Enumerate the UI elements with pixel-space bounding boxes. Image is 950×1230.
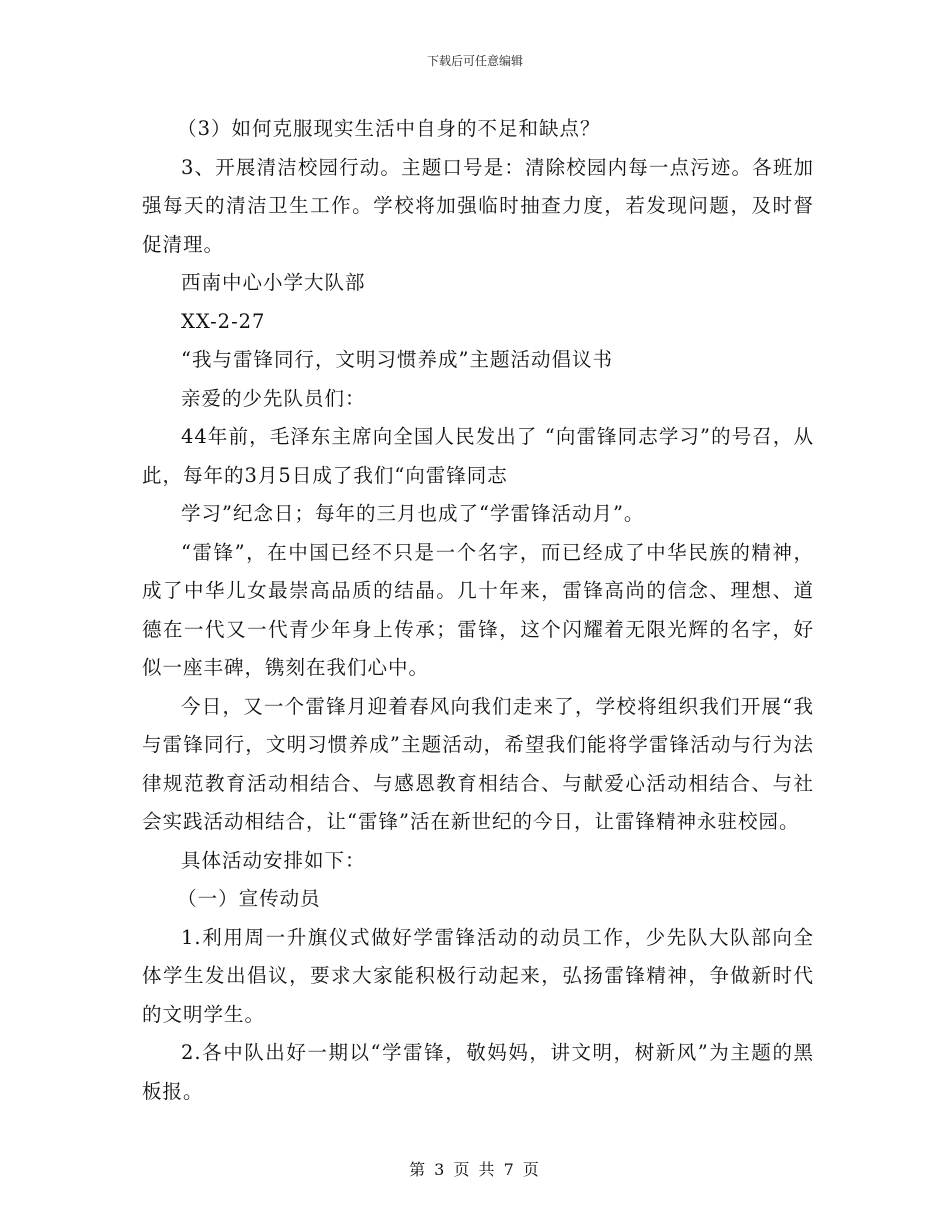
signature-date: XX-2-27 xyxy=(181,309,266,333)
list-item-1: 1.利用周一升旗仪式做好学雷锋活动的动员工作，少先队大队部向全体学生发出倡议，要求大家能积极行动起来，弘扬雷锋精神，争做新时代的文明学生。 xyxy=(142,925,814,1026)
paragraph-activity-intro: 今日，又一个雷锋月迎着春风向我们走来了，学校将组织我们开展“我与雷锋同行，文明习惯养成”主题活动，希望我们能将学雷锋活动与行为法律规范教育活动相结合、与感恩教育相结合、与献爱心活动相结合、与社会实践活动相结合，让“雷锋”活在新世纪的今日，让雷锋精神永驻校园。 xyxy=(142,694,814,833)
proposal-title: “我与雷锋同行，文明习惯养成”主题活动倡议书 xyxy=(181,348,613,371)
document-body xyxy=(142,110,814,1111)
paragraph-lei-feng-spirit: “雷锋”，在中国已经不只是一个名字，而已经成了中华民族的精神，成了中华儿女最崇高品质的结晶。几十年来，雷锋高尚的信念、理想、道德在一代又一代青少年身上传承；雷锋，这个闪耀着无限光辉的名字，好似一座丰碑，镌刻在我们心中。 xyxy=(142,540,814,679)
section-heading-publicity: （一）宣传动员 xyxy=(177,887,321,910)
page-header: 下载后可任意编辑 xyxy=(426,54,523,68)
page-footer: 第 3 页 共 7 页 xyxy=(409,1160,541,1179)
salutation: 亲爱的少先队员们： xyxy=(181,386,366,410)
list-item-2: 2.各中队出好一期以“学雷锋，敬妈妈，讲文明，树新风”为主题的黑板报。 xyxy=(142,1041,814,1103)
schedule-heading: 具体活动安排如下： xyxy=(181,848,366,872)
paragraph-cleaning-campaign: 3、开展清洁校园行动。主题口号是：清除校园内每一点污迹。各班加强每天的清洁卫生工作。学校将加强临时抽查力度，若发现问题，及时督促清理。 xyxy=(142,155,814,256)
paragraph-history-continued: 学习”纪念日；每年的三月也成了“学雷锋活动月”。 xyxy=(181,502,645,525)
question-item-3: （3）如何克服现实生活中自身的不足和缺点？ xyxy=(177,117,601,140)
signature-organization: 西南中心小学大队部 xyxy=(181,271,366,294)
paragraph-history: 44年前，毛泽东主席向全国人民发出了 “向雷锋同志学习”的号召，从此，每年的3月5日成了我们“向雷锋同志 xyxy=(142,425,814,487)
